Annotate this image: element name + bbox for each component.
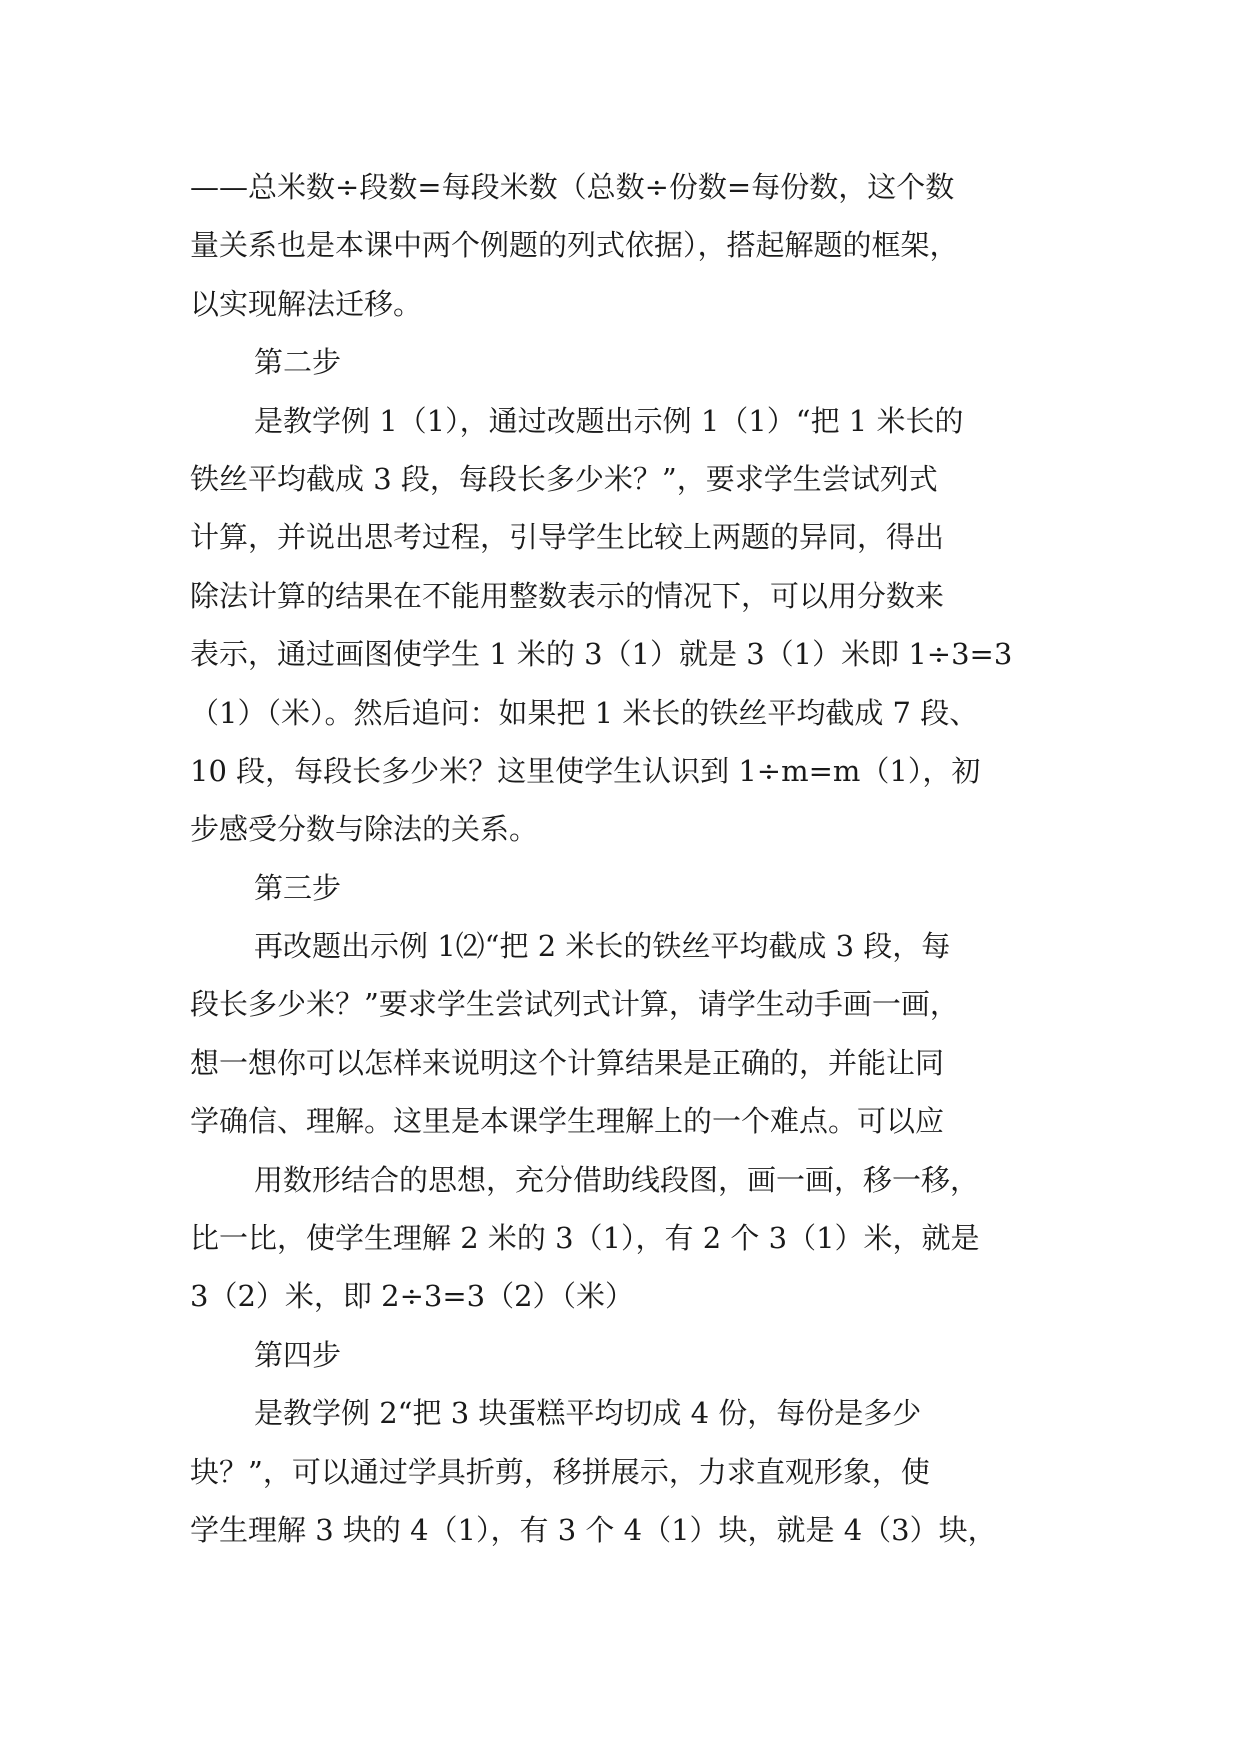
text-line: 用数形结合的思想，充分借助线段图，画一画，移一移， (254, 1162, 980, 1197)
text-line: 铁丝平均截成 3 段，每段长多少米？”，要求学生尝试列式 (190, 461, 938, 496)
text-line: 比一比，使学生理解 2 米的 3（1），有 2 个 3（1）米，就是 (190, 1221, 980, 1256)
text-line: 步感受分数与除法的关系。 (190, 812, 539, 847)
text-line: 段长多少米？”要求学生尝试列式计算，请学生动手画一画， (190, 987, 959, 1022)
step-heading: 第四步 (254, 1337, 342, 1372)
step-heading: 第二步 (254, 345, 342, 380)
text-line: 块？”，可以通过学具折剪，移拼展示，力求直观形象，使 (190, 1454, 930, 1489)
step-heading: 第三步 (254, 870, 342, 905)
text-line: 除法计算的结果在不能用整数表示的情况下，可以用分数来 (190, 578, 945, 613)
text-line: 量关系也是本课中两个例题的列式依据），搭起解题的框架， (190, 228, 959, 263)
text-line: 3（2）米，即 2÷3=3（2）（米） (190, 1279, 635, 1314)
text-line: （1）（米）。然后追问：如果把 1 米长的铁丝平均截成 7 段、 (190, 695, 979, 730)
text-line: 10 段，每段长多少米？这里使学生认识到 1÷m=m（1），初 (190, 753, 981, 788)
text-line: 以实现解法迁移。 (190, 286, 423, 321)
text-line: 想一想你可以怎样来说明这个计算结果是正确的，并能让同 (190, 1045, 945, 1080)
text-line: 是教学例 1（1），通过改题出示例 1（1）“把 1 米长的 (254, 403, 964, 438)
text-line: ——总米数÷段数=每段米数（总数÷份数=每份数，这个数 (190, 170, 955, 204)
document-body (190, 158, 1060, 1559)
text-line: 再改题出示例 1⑵“把 2 米长的铁丝平均截成 3 段，每 (254, 929, 951, 964)
text-line: 计算，并说出思考过程，引导学生比较上两题的异同，得出 (190, 520, 945, 555)
text-line: 是教学例 2“把 3 块蛋糕平均切成 4 份，每份是多少 (254, 1396, 922, 1431)
text-line: 学确信、理解。这里是本课学生理解上的一个难点。可以应 (190, 1104, 945, 1139)
text-line: 学生理解 3 块的 4（1），有 3 个 4（1）块，就是 4（3）块， (190, 1512, 997, 1547)
text-line: 表示，通过画图使学生 1 米的 3（1）就是 3（1）米即 1÷3=3 (190, 637, 1013, 672)
